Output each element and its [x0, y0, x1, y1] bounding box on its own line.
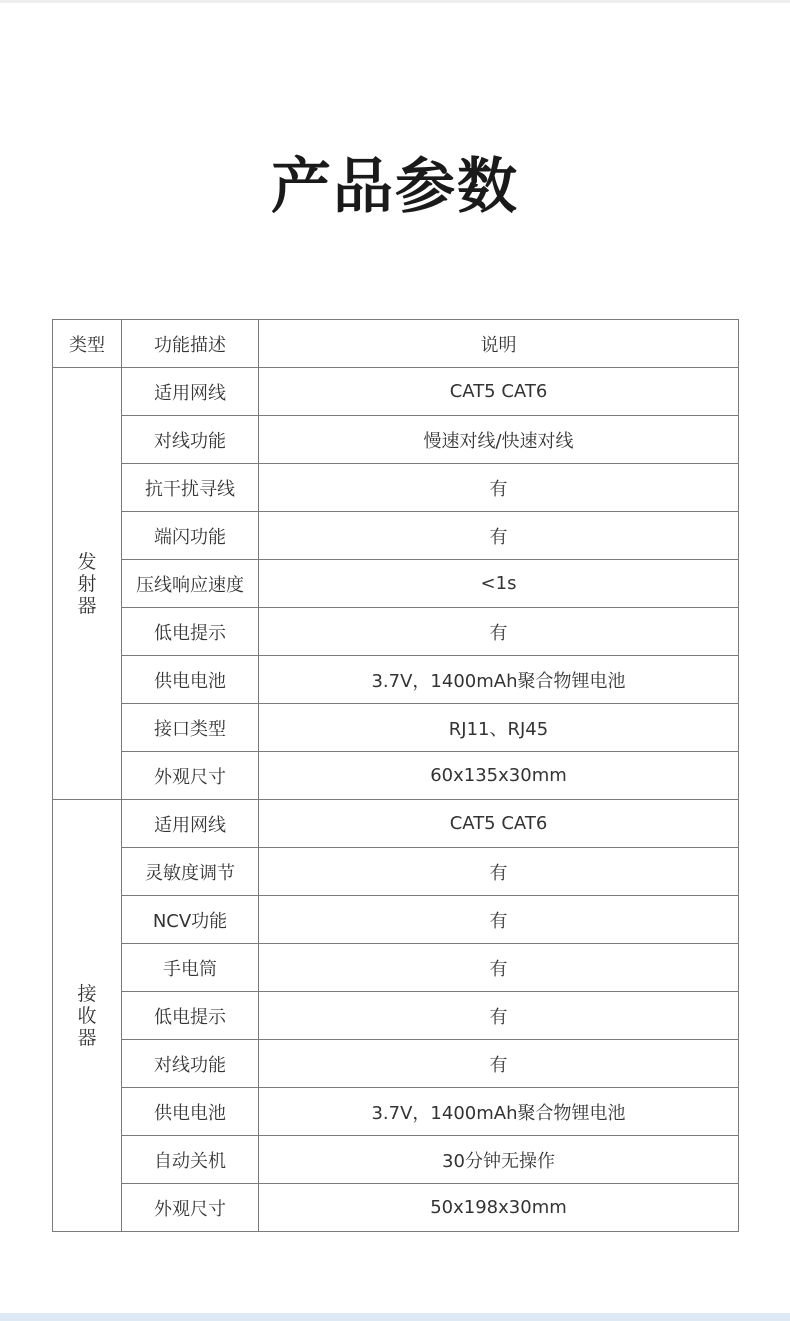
- description-cell: 有: [259, 1040, 739, 1088]
- table-row: [53, 560, 739, 608]
- description-cell: 有: [259, 512, 739, 560]
- feature-cell: 抗干扰寻线: [122, 464, 259, 512]
- feature-cell: 低电提示: [122, 608, 259, 656]
- table-row: [53, 944, 739, 992]
- description-cell: 有: [259, 848, 739, 896]
- table-row: [53, 1088, 739, 1136]
- description-cell: 3.7V，1400mAh聚合物锂电池: [259, 1088, 739, 1136]
- feature-cell: 接口类型: [122, 704, 259, 752]
- group-label-transmitter: 发射器: [53, 368, 122, 800]
- feature-cell: 端闪功能: [122, 512, 259, 560]
- description-cell: 3.7V，1400mAh聚合物锂电池: [259, 656, 739, 704]
- feature-cell: NCV功能: [122, 896, 259, 944]
- bottom-bar: [0, 1313, 790, 1321]
- table-header-row: [53, 320, 739, 368]
- description-cell: 有: [259, 992, 739, 1040]
- table-row: [53, 992, 739, 1040]
- description-cell: 有: [259, 944, 739, 992]
- table-row: [53, 464, 739, 512]
- top-divider: [0, 0, 790, 3]
- feature-cell: 供电电池: [122, 1088, 259, 1136]
- table-row: [53, 896, 739, 944]
- description-cell: 60x135x30mm: [259, 752, 739, 800]
- feature-cell: 压线响应速度: [122, 560, 259, 608]
- description-cell: 有: [259, 464, 739, 512]
- feature-cell: 低电提示: [122, 992, 259, 1040]
- table-row: [53, 848, 739, 896]
- feature-cell: 外观尺寸: [122, 1184, 259, 1232]
- description-cell: CAT5 CAT6: [259, 800, 739, 848]
- group-label-receiver: 接收器: [53, 800, 122, 1232]
- description-cell: 30分钟无操作: [259, 1136, 739, 1184]
- feature-cell: 手电筒: [122, 944, 259, 992]
- table-row: [53, 1040, 739, 1088]
- table-row: [53, 368, 739, 416]
- feature-cell: 适用网线: [122, 800, 259, 848]
- table-row: [53, 1136, 739, 1184]
- table-row: [53, 416, 739, 464]
- table-row: [53, 752, 739, 800]
- description-cell: 50x198x30mm: [259, 1184, 739, 1232]
- table-row: [53, 608, 739, 656]
- description-cell: 有: [259, 608, 739, 656]
- header-type: 类型: [53, 320, 122, 368]
- feature-cell: 供电电池: [122, 656, 259, 704]
- feature-cell: 灵敏度调节: [122, 848, 259, 896]
- feature-cell: 适用网线: [122, 368, 259, 416]
- description-cell: RJ11、RJ45: [259, 704, 739, 752]
- table-row: [53, 656, 739, 704]
- table-row: [53, 512, 739, 560]
- header-description: 说明: [259, 320, 739, 368]
- feature-cell: 对线功能: [122, 1040, 259, 1088]
- feature-cell: 外观尺寸: [122, 752, 259, 800]
- table-row: [53, 1184, 739, 1232]
- description-cell: <1s: [259, 560, 739, 608]
- page-title: 产品参数: [271, 152, 519, 222]
- description-cell: 有: [259, 896, 739, 944]
- description-cell: 慢速对线/快速对线: [259, 416, 739, 464]
- feature-cell: 对线功能: [122, 416, 259, 464]
- spec-table: [52, 319, 739, 1232]
- table-row: [53, 704, 739, 752]
- description-cell: CAT5 CAT6: [259, 368, 739, 416]
- feature-cell: 自动关机: [122, 1136, 259, 1184]
- table-row: [53, 800, 739, 848]
- header-feature: 功能描述: [122, 320, 259, 368]
